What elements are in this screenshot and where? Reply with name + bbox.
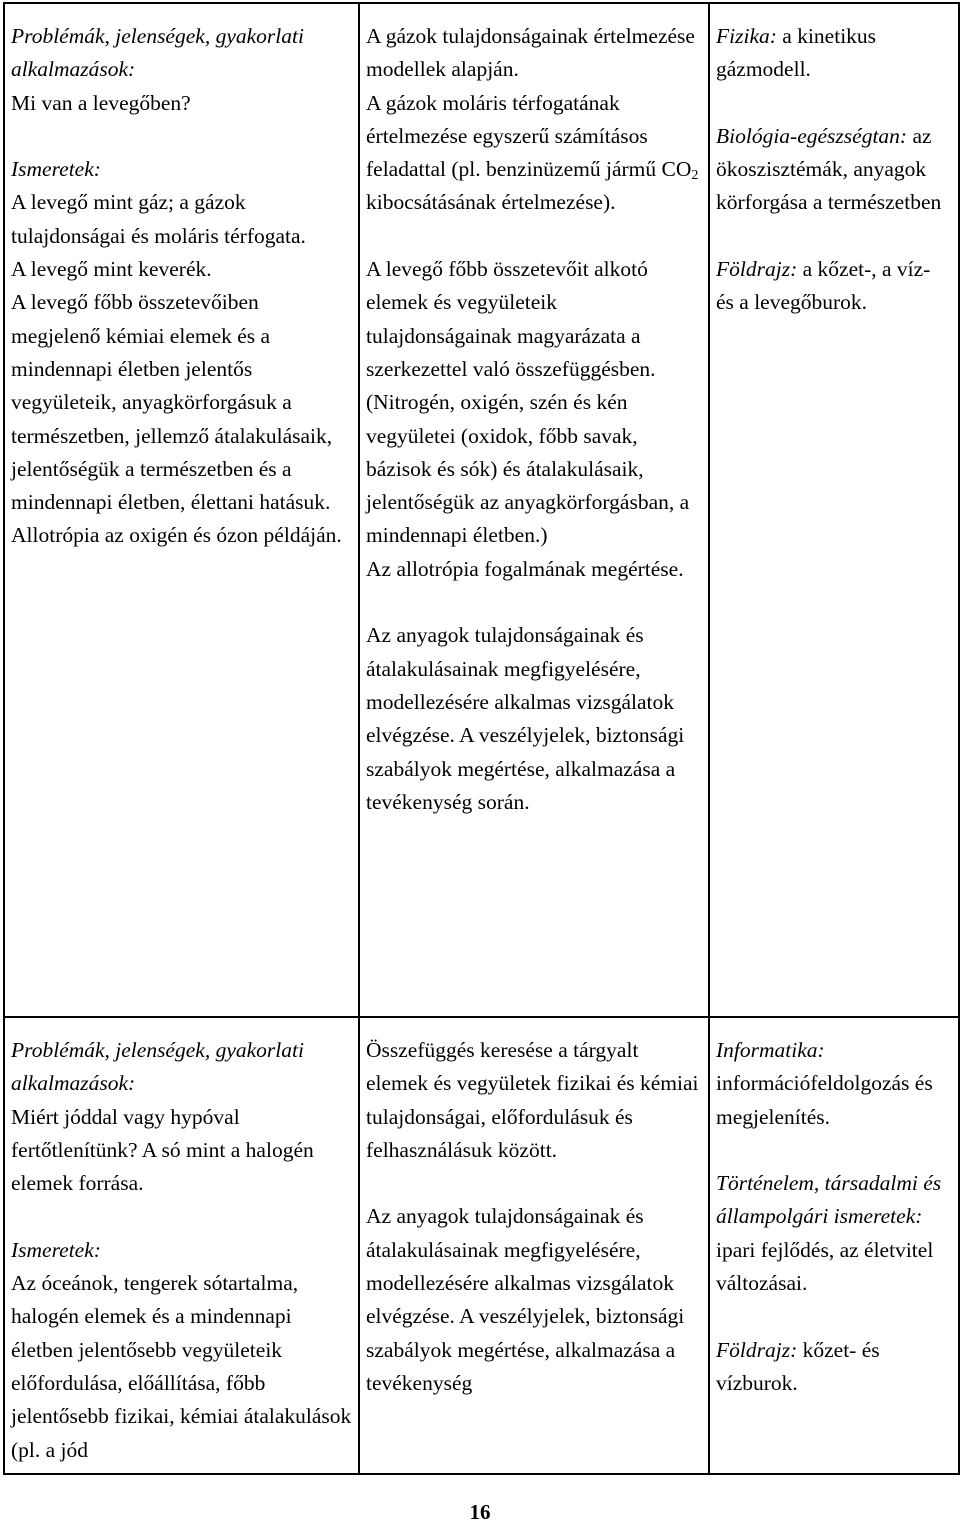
requirement-text: Az anyagok tulajdonságainak és átalakulásainak megfigyelésére, modellezésére alkalmas vizsgálatok elvégzése. A veszélyjelek, biztonsági szabályok megértése, alkalmazása a tevékenység — [366, 1204, 685, 1395]
subject-label: Biológia-egészségtan: — [716, 123, 908, 148]
knowledge-text: A levegő mint gáz; a gázok tulajdonságai és moláris térfogata. — [11, 190, 306, 248]
requirement-text: Az allotrópia fogalmának megértése. — [366, 556, 684, 581]
requirement-text: kibocsátásának értelmezése). — [366, 190, 616, 215]
requirements-cell — [359, 3, 709, 1017]
table-row — [4, 3, 959, 1017]
subject-label: Történelem, társadalmi és állampolgári ismeretek: — [716, 1171, 942, 1229]
subject-label: Informatika: — [716, 1038, 825, 1062]
subject-text: ipari fejlődés, az életvitel változásai. — [716, 1237, 934, 1296]
requirement-text: Összefüggés keresése a tárgyalt elemek és vegyületek fizikai és kémiai tulajdonságai, előfordulásuk és felhasználásuk között. — [366, 1038, 699, 1162]
knowledge-text: A levegő mint keverék. — [11, 257, 212, 282]
subject-text: az ökoszisztémák, anyagok körforgása a természetben — [716, 123, 942, 215]
topic-cell — [4, 1017, 359, 1474]
topic-cell — [4, 3, 359, 1017]
problems-text: Miért jóddal vagy hypóval fertőtlenítünk? A só mint a halogén elemek forrása. — [11, 1104, 314, 1196]
knowledge-text: A levegő főbb összetevőiben megjelenő kémiai elemek és a mindennapi életben jelentős vegyületeik, anyagkörforgásuk a természetben, jellemző átalakulásaik, jelentőségük a természetben és a mindennapi életben, élettani hatásuk. — [11, 290, 333, 515]
requirements-cell — [359, 1017, 709, 1474]
requirement-text: Az anyagok tulajdonságainak és átalakulásainak megfigyelésére, modellezésére alkalmas vizsgálatok elvégzése. A veszélyjelek, biztonsági szabályok megértése, alkalmazása a tevékenység során. — [366, 623, 685, 814]
problems-label: Problémák, jelenségek, gyakorlati alkalmazások: — [11, 24, 304, 82]
subject-label: Földrajz: — [716, 257, 798, 282]
knowledge-text: Az óceánok, tengerek sótartalma, halogén elemek és a mindennapi életben jelentősebb vegyületeik előfordulása, előállítása, főbb jelentősebb fizikai, kémiai átalakulások (pl. a jód — [11, 1271, 352, 1462]
knowledge-label: Ismeretek: — [11, 157, 101, 182]
subject-label: Fizika: — [716, 24, 777, 48]
subject-text: kőzet- és vízburok. — [716, 1337, 880, 1395]
problems-label: Problémák, jelenségek, gyakorlati alkalmazások: — [11, 1038, 304, 1096]
requirement-text: A gázok moláris térfogatának értelmezése egyszerű számításos feladattal (pl. benzinüzemű jármű CO — [366, 90, 692, 182]
knowledge-label: Ismeretek: — [11, 1237, 101, 1262]
table-row — [4, 1017, 959, 1474]
subject-label: Földrajz: — [716, 1337, 798, 1362]
subject-text: információfeldolgozás és megjelenítés. — [716, 1071, 933, 1129]
problems-text: Mi van a levegőben? — [11, 90, 191, 115]
curriculum-table — [3, 2, 960, 1475]
connections-cell — [709, 1017, 959, 1474]
connections-cell — [709, 3, 959, 1017]
requirement-text: A gázok tulajdonságainak értelmezése modellek alapján. — [366, 24, 695, 82]
requirement-text: A levegő főbb összetevőit alkotó elemek és vegyületeik tulajdonságainak magyarázata a szerkezettel való összefüggésben. (Nitrogén, oxigén, szén és kén vegyületei (oxidok, főbb savak, bázisok és sók) és átalakulásaik, jelentőségük az anyagkörforgásban, a mindennapi életben.) — [366, 257, 690, 548]
page-number: 16 — [469, 1500, 491, 1524]
subscript: 2 — [691, 168, 699, 184]
knowledge-text: Allotrópia az oxigén és ózon példáján. — [11, 523, 342, 548]
subject-text: a kőzet-, a víz- és a levegőburok. — [716, 257, 931, 315]
subject-text: a kinetikus gázmodell. — [716, 24, 877, 82]
